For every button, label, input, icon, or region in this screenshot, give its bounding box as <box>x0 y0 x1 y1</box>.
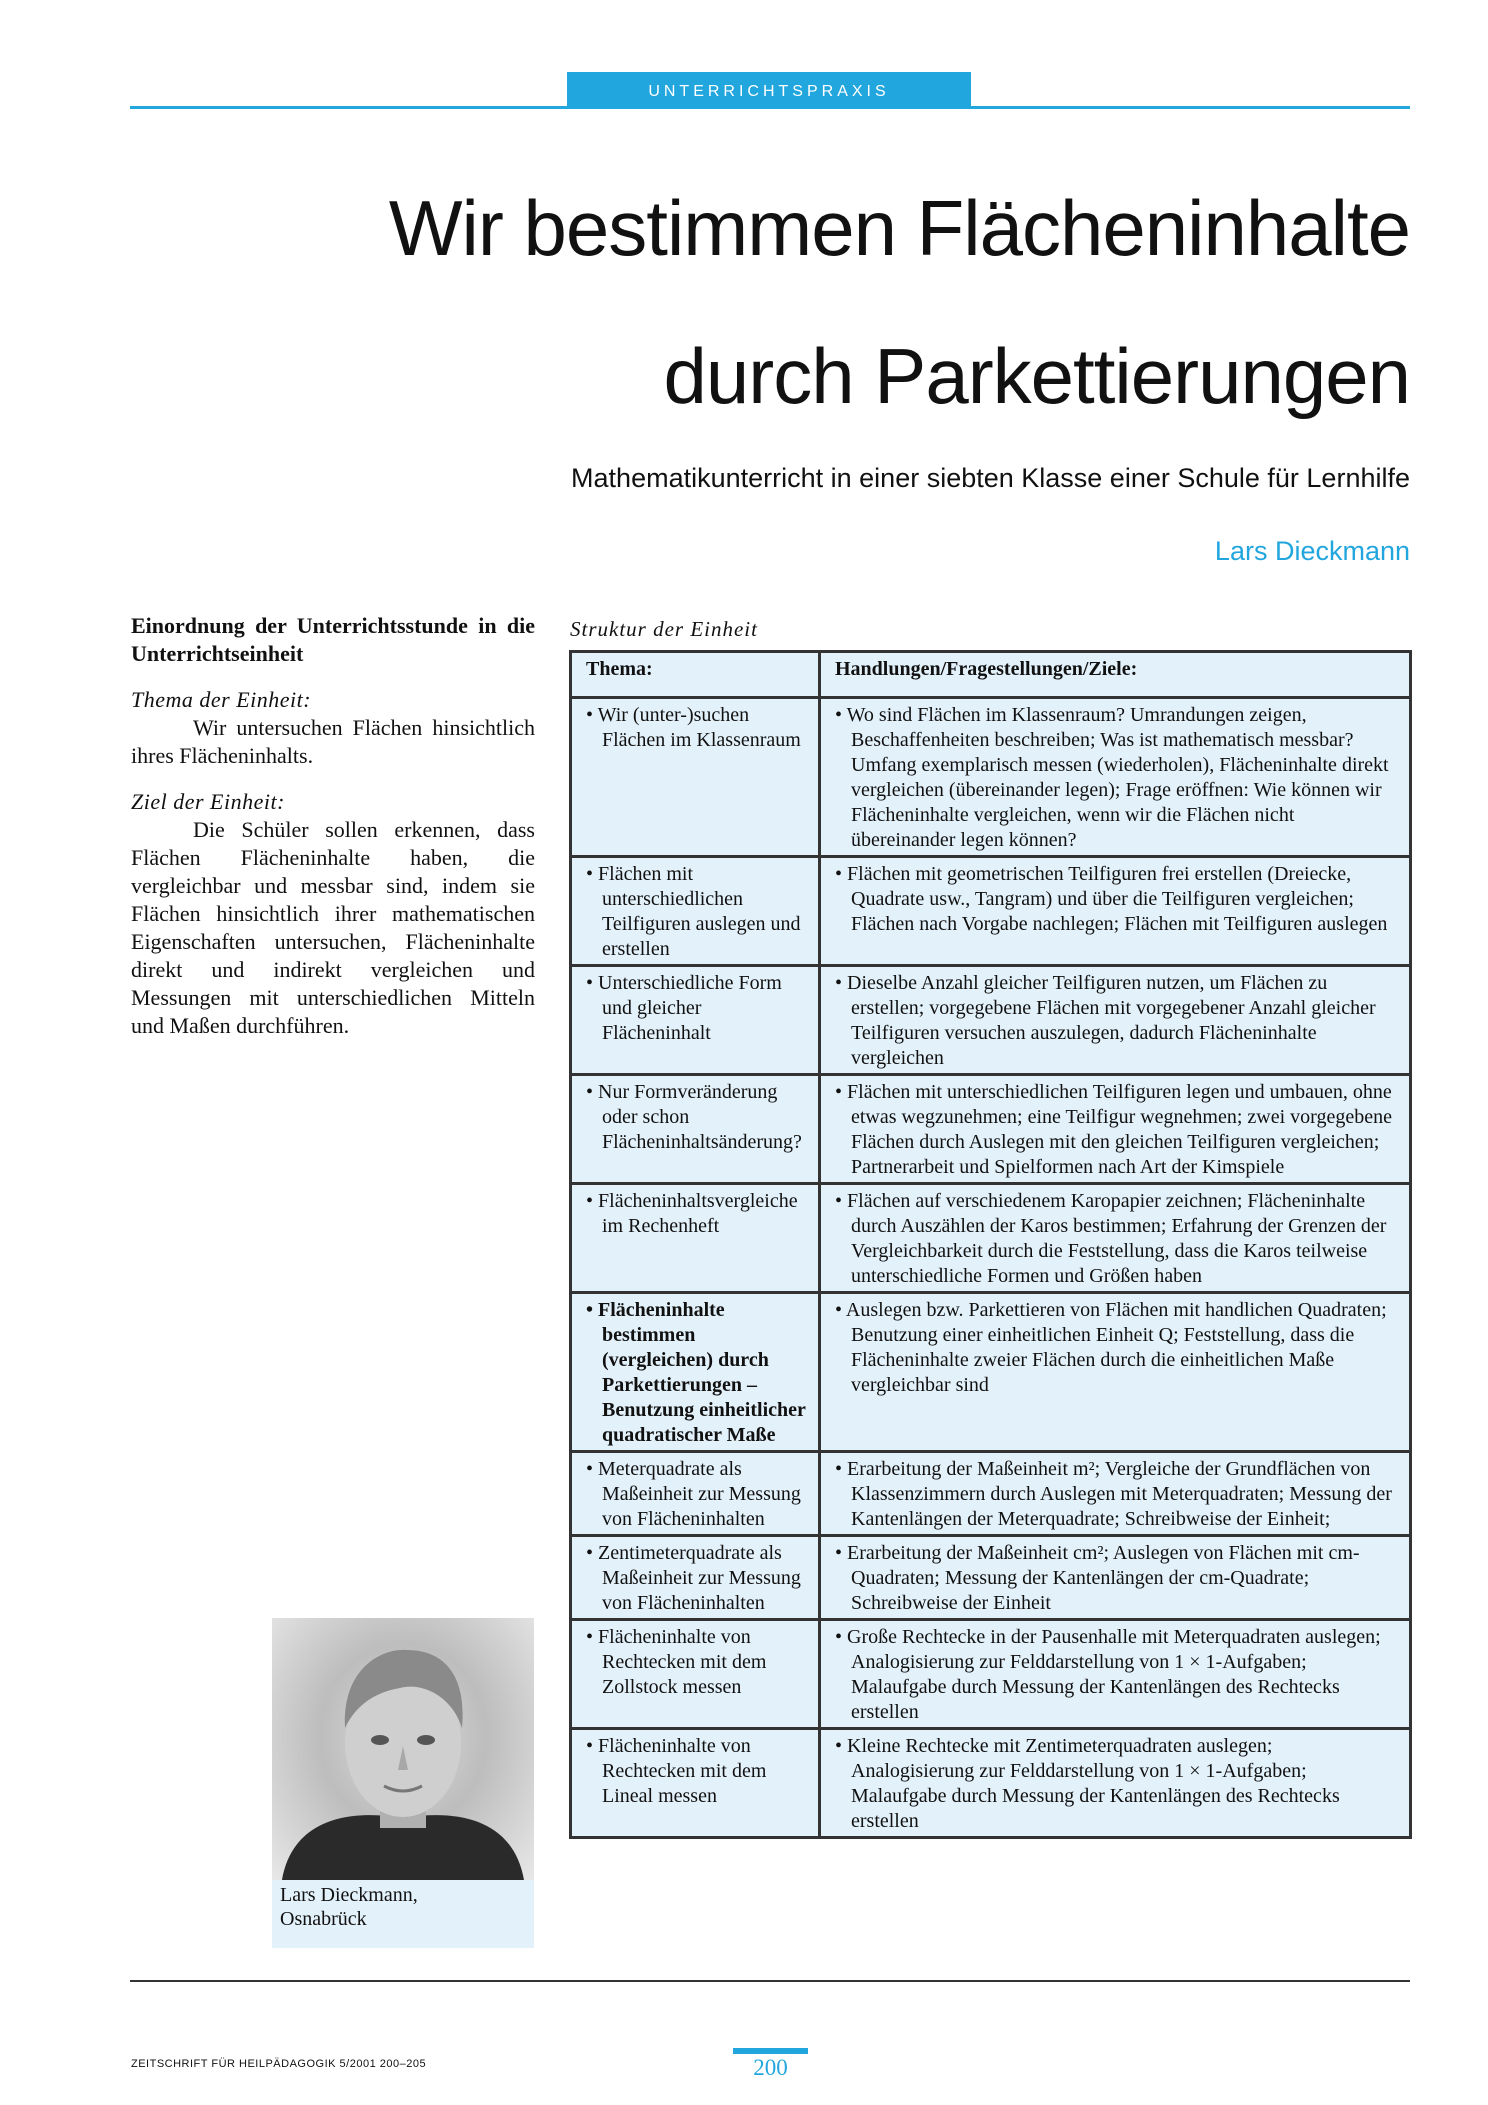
thema-cell <box>571 1293 820 1452</box>
ziele-cell <box>820 1293 1411 1452</box>
ziele-text: • Flächen mit unterschiedlichen Teilfiguren legen und umbauen, ohne etwas wegzunehmen; eine Teilfigur wegnehmen; zwei vorgegebene Flächen durch Auslegen mit den gleichen Teilfiguren vergleichen; Partnerarbeit und Spielformen nach Art der Kimspiele <box>835 1081 1392 1178</box>
thema-cell <box>571 1536 820 1620</box>
ziele-text: • Flächen auf verschiedenem Karopapier zeichnen; Flächeninhalte durch Auszählen der Karos bestimmen; Erfahrung der Grenzen der Vergleichbarkeit durch die Feststellung, dass die Karos teilweise unterschiedliche Formen und Größen haben <box>835 1190 1387 1287</box>
ziele-cell <box>820 1075 1411 1184</box>
author-photo-box <box>272 1618 534 1948</box>
ziel-text: Die Schüler sollen erkennen, dass Flächen Flächeninhalte haben, die vergleichbar und messbar sind, indem sie Flächen hinsichtlich ihrer mathematischen Eigenschaften untersuchen, Flächeninhalte direkt und indirekt vergleichen und Messungen mit unterschiedlichen Mitteln und Maßen durchführen. <box>131 817 535 1038</box>
thema-text: • Zentimeterquadrate als Maßeinheit zur Messung von Flächeninhalten <box>586 1542 801 1614</box>
ziele-cell <box>820 1536 1411 1620</box>
article-title-line-1: Wir bestimmen Flächeninhalte <box>388 184 1410 272</box>
table-row <box>571 1452 1411 1536</box>
table-header-row <box>571 652 1411 698</box>
ziele-text: • Wo sind Flächen im Klassenraum? Umrandungen zeigen, Beschaffenheiten beschreiben; Was ist mathematisch messbar? Umfang exemplarisch messen (wiederholen), Flächeninhalte direkt vergleichen (übereinander legen); Frage eröffnen: Wie können wir Flächeninhalte vergleichen, wenn wir die Flächen nicht übereinander legen können? <box>835 704 1389 851</box>
top-rule <box>130 106 1410 109</box>
article-subtitle: Mathematikunterricht in einer siebten Klasse einer Schule für Lernhilfe <box>571 463 1410 493</box>
table-row-highlighted <box>571 1293 1411 1452</box>
page-number-marker <box>733 2048 808 2054</box>
thema-text: • Meterquadrate als Maßeinheit zur Messung von Flächeninhalten <box>586 1458 801 1530</box>
thema-cell <box>571 1729 820 1838</box>
thema-cell <box>571 857 820 966</box>
thema-text: • Wir (unter-)suchen Flächen im Klassenraum <box>586 704 801 751</box>
table-title: Struktur der Einheit <box>570 617 758 641</box>
table-row <box>571 698 1411 857</box>
table-row <box>571 1184 1411 1293</box>
thema-cell <box>571 1184 820 1293</box>
ziele-cell <box>820 1452 1411 1536</box>
ziele-cell <box>820 1620 1411 1729</box>
thema-text: • Flächeninhalte von Rechtecken mit dem Lineal messen <box>586 1735 767 1807</box>
table-row <box>571 857 1411 966</box>
ziele-text: • Kleine Rechtecke mit Zentimeterquadraten auslegen; Analogisierung zur Felddarstellung von 1 × 1-Aufgaben; Malaufgabe durch Messung der Kantenlängen des Rechtecks erstellen <box>835 1735 1340 1832</box>
thema-cell <box>571 698 820 857</box>
thema-text: • Flächeninhalte bestimmen (vergleichen) durch Parkettierungen – Benutzung einheitlicher quadratischer Maße <box>586 1299 806 1446</box>
ziele-cell <box>820 1184 1411 1293</box>
author-photo <box>272 1618 534 1880</box>
thema-text: • Flächen mit unterschiedlichen Teilfiguren auslegen und erstellen <box>586 863 801 960</box>
thema-text: Wir untersuchen Flächen hinsichtlich ihres Flächeninhalts. <box>131 715 535 768</box>
left-heading: Einordnung der Unterrichtsstunde in die Unterrichtseinheit <box>131 613 535 666</box>
thema-text: • Nur Formveränderung oder schon Flächeninhaltsänderung? <box>586 1081 802 1153</box>
caption-line-2: Osnabrück <box>280 1908 367 1930</box>
table-row <box>571 966 1411 1075</box>
ziele-cell <box>820 966 1411 1075</box>
photo-caption <box>280 1883 418 1931</box>
bottom-rule <box>130 1980 1410 1982</box>
portrait-image <box>272 1618 534 1880</box>
thema-cell <box>571 966 820 1075</box>
ziele-cell <box>820 1729 1411 1838</box>
structure-table <box>569 650 1412 1839</box>
page-number: 200 <box>753 2055 788 2080</box>
article-author: Lars Dieckmann <box>1214 536 1410 566</box>
table-row <box>571 1729 1411 1838</box>
ziele-text: • Auslegen bzw. Parkettieren von Flächen mit handlichen Quadraten; Benutzung einer einheitlichen Einheit Q; Feststellung, dass die Flächeninhalte zweier Flächen durch die einheitlichen Maße vergleichbar sind <box>835 1299 1387 1396</box>
left-column <box>131 612 535 1040</box>
ziele-text: • Erarbeitung der Maßeinheit m²; Vergleiche der Grundflächen von Klassenzimmern durch Auslegen mit Meterquadraten; Messung der Kantenlängen der Meterquadrate; Schreibweise der Einheit; <box>835 1458 1392 1530</box>
ziele-cell <box>820 698 1411 857</box>
thema-text: • Flächeninhaltsvergleiche im Rechenheft <box>586 1190 798 1237</box>
ziele-text: • Große Rechtecke in der Pausenhalle mit Meterquadraten auslegen; Analogisierung zur Felddarstellung von 1 × 1-Aufgaben; Malaufgabe durch Messung der Kantenlängen des Rechtecks erstellen <box>835 1626 1381 1723</box>
table-row <box>571 1620 1411 1729</box>
table-row <box>571 1536 1411 1620</box>
ziele-text: • Erarbeitung der Maßeinheit cm²; Auslegen von Flächen mit cm-Quadraten; Messung der Kantenlängen der cm-Quadrate; Schreibweise der Einheit <box>835 1542 1360 1614</box>
thema-text: • Flächeninhalte von Rechtecken mit dem Zollstock messen <box>586 1626 767 1698</box>
article-title-line-2: durch Parkettierungen <box>663 332 1410 420</box>
thema-cell <box>571 1452 820 1536</box>
ziele-text: • Flächen mit geometrischen Teilfiguren frei erstellen (Dreiecke, Quadrate usw., Tangram) und über die Teilfiguren vergleichen; Flächen nach Vorgabe nachlegen; Flächen mit Teilfiguren auslegen <box>835 863 1388 935</box>
column-header-thema: Thema: <box>571 652 820 698</box>
section-label: UNTERRICHTSPRAXIS <box>567 72 971 109</box>
ziele-cell <box>820 857 1411 966</box>
journal-citation: ZEITSCHRIFT FÜR HEILPÄDAGOGIK 5/2001 200–205 <box>131 2058 427 2070</box>
ziele-text: • Dieselbe Anzahl gleicher Teilfiguren nutzen, um Flächen zu erstellen; vorgegebene Flächen mit vorgegebener Anzahl gleicher Teilfiguren versuchen auszulegen, dadurch Flächeninhalte vergleichen <box>835 972 1376 1069</box>
column-header-ziele: Handlungen/Fragestellungen/Ziele: <box>820 652 1411 698</box>
thema-text: • Unterschiedliche Form und gleicher Flächeninhalt <box>586 972 782 1044</box>
ziel-label: Ziel der Einheit: <box>131 789 285 814</box>
thema-label: Thema der Einheit: <box>131 687 312 712</box>
table-row <box>571 1075 1411 1184</box>
caption-line-1: Lars Dieckmann, <box>280 1884 418 1906</box>
thema-cell <box>571 1075 820 1184</box>
thema-cell <box>571 1620 820 1729</box>
